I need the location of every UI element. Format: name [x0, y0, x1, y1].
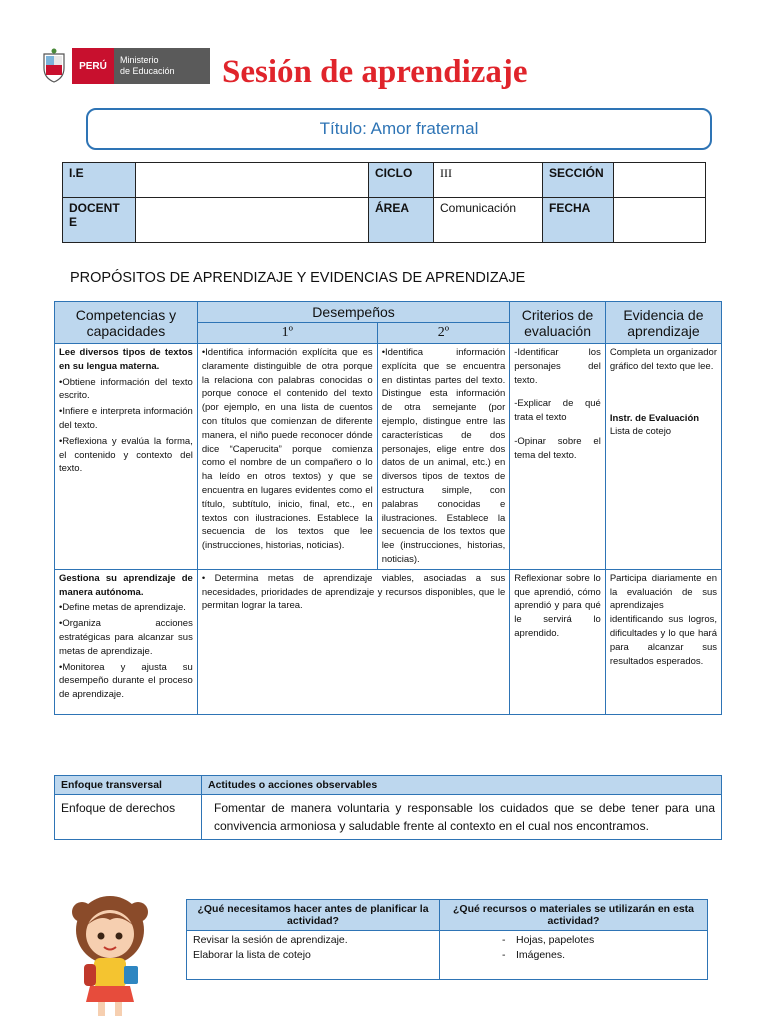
girl-student-illustration: [60, 890, 160, 1020]
row2-cap1: •Define metas de aprendizaje.: [59, 602, 186, 614]
row1-comp-title: Lee diversos tipos de textos en su lengua materna.: [59, 347, 193, 372]
ie-label: I.E: [63, 163, 136, 198]
logo-ministry-line1: Ministerio: [120, 55, 159, 65]
docente-value: [136, 198, 369, 243]
row1-instr-label: Instr. de Evaluación: [609, 412, 700, 424]
session-title: Título: Amor fraternal: [319, 119, 479, 138]
row2-desempeno: • Determina metas de aprendizaje viables, asociadas a sus necesidades, prioridades de aprendizaje y recursos disponibles, que le permitan lograr la tarea.: [197, 569, 509, 714]
enfoque-name: Enfoque de derechos: [55, 795, 202, 840]
peru-shield-icon: [40, 48, 68, 84]
competencias-table: [54, 301, 722, 715]
row1-desempeno-1: •Identifica información explícita que es claramente distinguible de otra porque la relaciona con palabras conocidas o porque conoce el contenido del texto (por ejemplo, en una lista de cuentos con títulos que comienzan de diferente manera, el niño puede reconocer dónde dice “Caperucita” porque comienza como el nombre de un compañero o lo ha leído en otros textos) y que se encuentra en lugares evidentes como el título, subtítulo, inicio, final, etc., en textos con ilustraciones. Establece la secuencia de los textos que lee (instrucciones, historias, noticias).: [197, 344, 377, 570]
resource-item: - Hojas, papelotes: [446, 933, 701, 948]
ie-value: [136, 163, 369, 198]
header-competencias: Competencias y capacidades: [55, 302, 198, 344]
page-title: Sesión de aprendizaje: [222, 54, 528, 90]
logo-country: PERÚ: [72, 48, 114, 84]
minedu-logo: [40, 46, 210, 86]
header-evidencia: Evidencia de aprendizaje: [605, 302, 721, 344]
fecha-label: FECHA: [543, 198, 614, 243]
session-title-box: [86, 108, 712, 150]
row1-instr-value: Lista de cotejo: [609, 426, 672, 438]
info-table: [62, 162, 706, 243]
row1-desempeno-2: •Identifica información explícita que se encuentra en distintas partes del texto. Distingue esta información de otra semejante (por ejemplo, distingue entre las características de dos personajes, elige entre dos datos de un animal, etc.) en diversos tipos de textos de estructura simple, con palabras conocidas e ilustraciones. Establece la secuencia de los textos que lee (instrucciones, historias, noticias).: [377, 344, 510, 570]
planning-table: [186, 899, 708, 980]
row1-criterios: [510, 344, 606, 570]
row1-cap3: •Reflexiona y evalúa la forma, el contenido y contexto del texto.: [59, 435, 193, 475]
ciclo-label: CICLO: [369, 163, 434, 198]
before-item: Elaborar la lista de cotejo: [193, 949, 311, 961]
planning-header-1: ¿Qué necesitamos hacer antes de planificar la actividad?: [187, 900, 440, 931]
planning-before: [187, 931, 440, 980]
row1-crit2: -Explicar de qué trata el texto: [514, 398, 601, 424]
resource-item: - Imágenes.: [446, 948, 701, 963]
row1-crit1: -Identificar los personajes del texto.: [514, 347, 601, 386]
enfoque-header-2: Actitudes o acciones observables: [202, 776, 722, 795]
row1-evidencia: [605, 344, 721, 570]
planning-resources: [440, 931, 708, 980]
row1-cap2: •Infiere e interpreta información del texto.: [59, 406, 193, 431]
enfoque-action: Fomentar de manera voluntaria y responsable los cuidados que se debe tener para una convivencia armoniosa y saludable frente al contexto en el cual nos encontramos.: [202, 795, 722, 840]
seccion-label: SECCIÓN: [543, 163, 614, 198]
enfoque-header-1: Enfoque transversal: [55, 776, 202, 795]
row1-evid: Completa un organizador gráfico del texto que lee.: [609, 347, 717, 372]
row2-cap3: •Monitorea y ajusta su desempeño durante el proceso de aprendizaje.: [59, 661, 193, 701]
row2-cap2: •Organiza acciones estratégicas para alcanzar sus metas de aprendizaje.: [59, 618, 193, 657]
area-label: ÁREA: [369, 198, 434, 243]
logo-ministry-line2: de Educación: [120, 66, 175, 76]
header-grado-1: 1º: [197, 323, 377, 344]
row2-evidencia: Participa diariamente en la evaluación de sus aprendizajes identificando sus logros, dificultades y lo que hará para alcanzar sus resultados esperados.: [605, 569, 721, 714]
enfoque-table: [54, 775, 722, 840]
header-grado-2: 2º: [377, 323, 510, 344]
area-value: Comunicación: [434, 198, 543, 243]
seccion-value: [614, 163, 706, 198]
header-criterios: Criterios de evaluación: [510, 302, 606, 344]
ciclo-value: III: [434, 163, 543, 198]
row2-comp-title: Gestiona su aprendizaje de manera autónoma.: [59, 572, 193, 598]
row1-crit3: -Opinar sobre el tema del texto.: [514, 435, 601, 461]
row2-criterios: Reflexionar sobre lo que aprendió, cómo aprendió y para qué le servirá lo aprendido.: [510, 569, 606, 714]
row1-cap1: •Obtiene información del texto escrito.: [59, 376, 193, 402]
docente-label: DOCENT E: [63, 198, 136, 243]
row2-competencia: [55, 569, 198, 714]
logo-ministry: [114, 48, 210, 84]
section-title: PROPÓSITOS DE APRENDIZAJE Y EVIDENCIAS DE APRENDIZAJE: [70, 270, 526, 286]
planning-header-2: ¿Qué recursos o materiales se utilizarán en esta actividad?: [440, 900, 708, 931]
fecha-value: [614, 198, 706, 243]
before-item: Revisar la sesión de aprendizaje.: [193, 934, 348, 946]
header-desempenos: Desempeños: [197, 302, 509, 323]
row1-competencia: [55, 344, 198, 570]
